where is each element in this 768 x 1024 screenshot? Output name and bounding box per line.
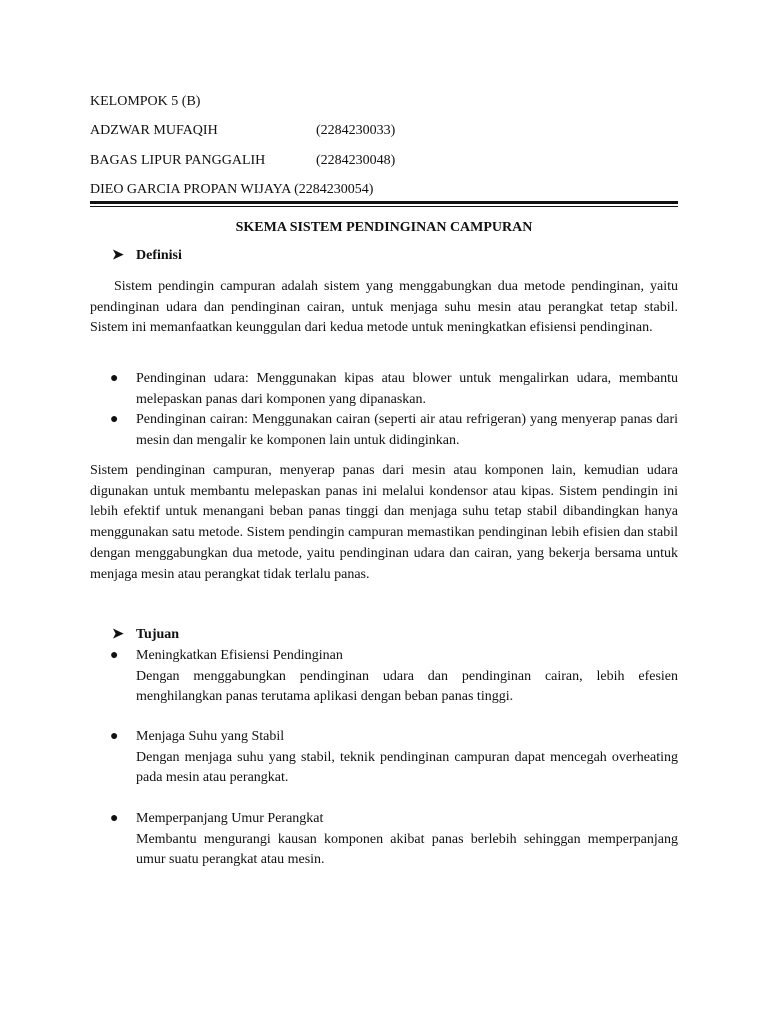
bullet-icon: ● bbox=[110, 412, 119, 427]
list-item-text: Membantu mengurangi kausan komponen akibat panas berlebih sehinggan memperpanjang umur suatu perangkat atau mesin. bbox=[136, 831, 678, 868]
definition-paragraph: Sistem pendingin campuran adalah sistem yang menggabungkan dua metode pendinginan, yaitu pendinginan udara dan pendinginan cairan, untuk menjaga suhu mesin atau perangkat tetap stabil. Sistem ini memanfaatkan keunggulan dari kedua metode untuk meningkatkan efisiensi pendinginan. bbox=[90, 279, 678, 336]
list-item-text: Pendinginan udara: Menggunakan kipas atau blower untuk mengalirkan udara, membantu melepaskan panas dari komponen yang dipanaskan. bbox=[136, 371, 678, 407]
member-id: (2284230033) bbox=[316, 123, 396, 138]
bullet-icon: ● bbox=[110, 729, 119, 744]
list-item-title: Memperpanjang Umur Perangkat bbox=[136, 811, 324, 826]
bullet-icon: ● bbox=[110, 371, 119, 386]
list-item-text: Dengan menggabungkan pendinginan udara dan pendinginan cairan, lebih efesien menghilangkan panas terutama aplikasi dengan beban panas tinggi. bbox=[136, 668, 678, 705]
header-divider-thick bbox=[90, 201, 678, 204]
member-name: DIEO GARCIA PROPAN WIJAYA bbox=[90, 182, 291, 197]
list-item-text: Pendinginan cairan: Menggunakan cairan (seperti air atau refrigeran) yang menyerap panas dari mesin dan mengalir ke komponen lain untuk didinginkan. bbox=[136, 412, 678, 448]
arrowhead-bullet-icon: ➤ bbox=[112, 627, 124, 642]
list-item-title: Meningkatkan Efisiensi Pendinginan bbox=[136, 648, 343, 663]
header-divider-thin bbox=[90, 206, 678, 207]
list-item bbox=[110, 809, 678, 871]
list-item-title: Menjaga Suhu yang Stabil bbox=[136, 729, 285, 744]
member-id: (2284230054) bbox=[294, 182, 374, 197]
group-label: KELOMPOK 5 (B) bbox=[90, 94, 201, 109]
list-item bbox=[110, 646, 678, 708]
document-title: SKEMA SISTEM PENDINGINAN CAMPURAN bbox=[235, 220, 533, 235]
list-item bbox=[110, 369, 678, 410]
member-name: BAGAS LIPUR PANGGALIH bbox=[90, 153, 266, 168]
member-row bbox=[90, 181, 373, 199]
list-item bbox=[110, 727, 678, 789]
section-heading-tujuan bbox=[112, 626, 179, 644]
member-name: ADZWAR MUFAQIH bbox=[90, 123, 218, 138]
list-item-text: Dengan menjaga suhu yang stabil, teknik pendinginan campuran dapat mencegah overheating pada mesin atau perangkat. bbox=[136, 749, 678, 786]
member-id: (2284230048) bbox=[316, 153, 396, 168]
member-row bbox=[90, 122, 395, 140]
section-heading-definisi bbox=[112, 247, 182, 265]
arrowhead-bullet-icon: ➤ bbox=[112, 248, 124, 263]
bullet-icon: ● bbox=[110, 811, 119, 826]
bullet-icon: ● bbox=[110, 648, 119, 663]
summary-paragraph: Sistem pendinginan campuran, menyerap panas dari mesin atau komponen lain, kemudian udara digunakan untuk membantu melepaskan panas ini melalui kondensor atau kipas. Sistem pendingin ini lebih efektif untuk menangani beban panas tinggi dan menjaga suhu tetap stabil dibandingkan hanya menggunakan satu metode. Sistem pendingin campuran memastikan pendinginan lebih efisien dan stabil dengan menggabungkan dua metode, yaitu pendinginan udara dan cairan, yang bekerja bersama untuk menjaga mesin atau perangkat tidak terlalu panas. bbox=[90, 463, 678, 582]
section-heading-label: Tujuan bbox=[136, 627, 180, 642]
section-heading-label: Definisi bbox=[136, 248, 182, 263]
member-row bbox=[90, 152, 395, 170]
list-item bbox=[110, 410, 678, 451]
